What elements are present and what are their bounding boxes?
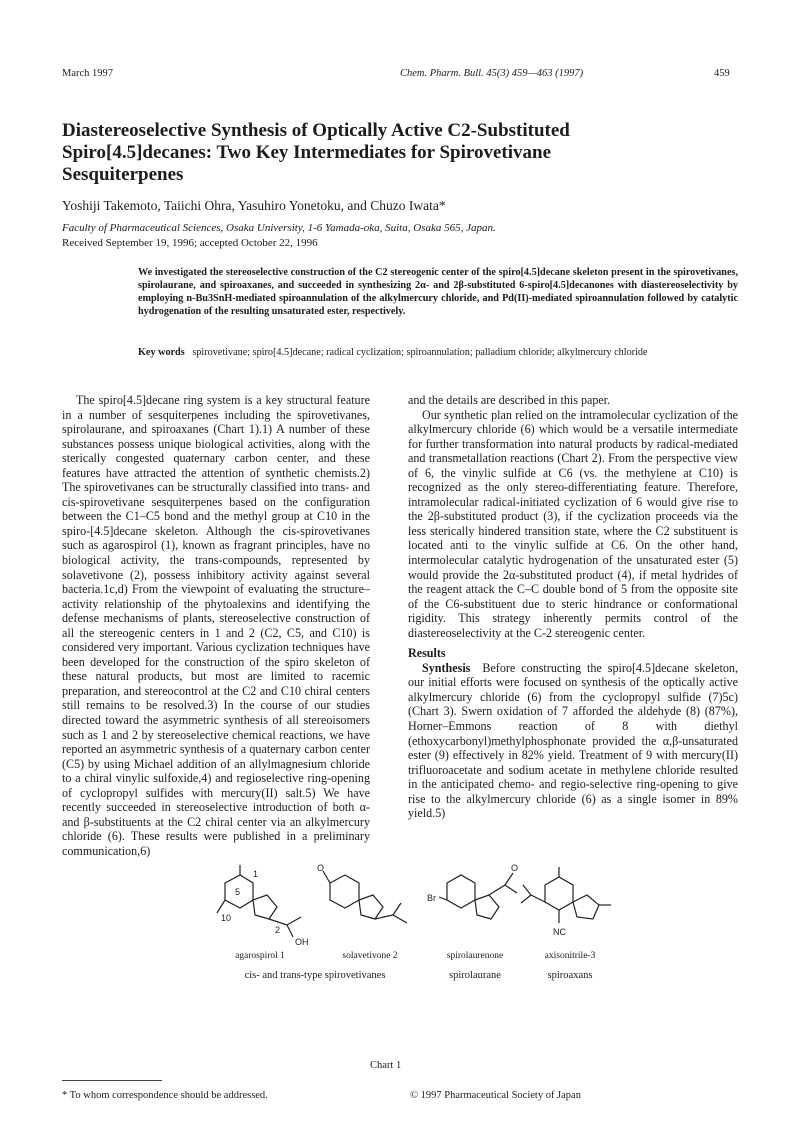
group-label: spiroaxans [547,970,593,981]
chart-caption: Chart 1 [370,1060,402,1071]
header-date: March 1997 [62,68,114,79]
synthesis-paragraph [408,661,738,821]
spirolaurenone-structure [439,873,517,919]
received-dates: Received September 19, 1996; accepted October 22, 1996 [62,237,318,249]
atom-label: 10 [221,913,232,923]
keywords-label: Key words [138,347,185,358]
synthesis-label: Synthesis [422,660,471,675]
footnote: * To whom correspondence should be addressed. [62,1090,268,1101]
agarospirol-structure [217,865,301,937]
compound-name: spirolaurenone [446,951,504,961]
keywords-text: spirovetivane; spiro[4.5]decane; radical cyclization; spiroannulation; palladium chloride; alkylmercury chloride [192,347,648,358]
solavetivone-structure [323,871,407,923]
synthesis-text: Before constructing the spiro[4.5]decane skeleton, our initial efforts were focused on synthesis of the optically active alkylmercury chloride (6) from the cyclopropyl sulfide (7)5c) (Chart 3). Swern oxidation of 7 afforded the aldehyde (8) (87%), Horner–Emmons reaction of 8 with diethyl (ethoxycarbonyl)methylphosphonate provided the α,β-unsaturated ester (9) effectively in 82% yield. Treatment of 9 with mercury(II) trifluoroacetate and sodium acetate in methylene chloride resulted in the anticipated chemo- and regio-selective ring-opening to give rise to the alkylmercury chloride (6) as a single isomer in 89% yield.5) [408,660,739,821]
group-label-text: cis- and trans-type spirovetivanes [244,970,386,981]
copyright: © 1997 Pharmaceutical Society of Japan [410,1090,581,1101]
compound-name: solavetivone 2 [342,951,398,961]
chart-1 [195,855,615,985]
compound-name: axisonitrile-3 [544,951,596,961]
group-label: spirolaurane [449,970,501,981]
atom-label: 1 [253,869,259,879]
group-label [215,970,415,981]
page-number: 459 [714,68,730,79]
atom-label: 5 [235,887,241,897]
left-column [62,393,370,859]
chemical-structures [195,855,615,950]
affiliation: Faculty of Pharmaceutical Sciences, Osaka University, 1-6 Yamada-oka, Suita, Osaka 565, Japan. [62,222,496,234]
author-list: Yoshiji Takemoto, Taiichi Ohra, Yasuhiro Yonetoku, and Chuzo Iwata* [62,198,446,213]
keywords [138,346,738,359]
results-heading: Results [408,646,446,661]
right-column [408,393,738,821]
atom-label: 2 [275,925,281,935]
atom-label: NC [553,927,566,937]
compound-name: agarospirol 1 [235,951,285,961]
intro-paragraph: The spiro[4.5]decane ring system is a key structural feature in a number of sesquiterpenes including the spirovetivanes, spirolaurane, and spiroaxanes (Chart 1).1) A number of these substances possess unique biological activities, along with the sterically congested quaternary carbon center, and these features have attracted the attention of synthetic chemists.2) The spirovetivanes can be structurally classified into trans- and cis-spirovetivane sesquiterpenes based on the configuration between the C1–C5 bond and the methyl group at C10 in the spiro-[4.5]decane skeleton. Although the cis-spirovetivanes such as agarospirol (1), known as fragrant principles, have no biological activity, the trans-compounds, represented by solavetivone (2), possess inhibitory activity against several bacteria.1c,d) From the viewpoint of evaluating the structure–activity relationship of the phytoalexins and identifying the defense mechanisms of plants, stereoselective construction of all the stereogenic centers in 1 and 2 (C2, C5, and C10) is considered very important. Various cyclization techniques have been developed for the construction of the spiro skeleton of these natural products, but most are limited to racemic preparation, and stereocontrol at the C2 and C10 chiral centers still remains to be resolved.3) In the course of our studies directed toward the asymmetric synthesis of all stereoisomers such as 1 and 2 by stereoselective chemical reactions, we have reported an asymmetric synthesis of a quaternary carbon center (C5) by using Michael addition of an allylmagnesium chloride to a chiral vinylic sulfoxide,4) and regioselective ring-opening of cyclopropyl sulfides with mercury(II) salt.5) We have recently succeeded in stereoselective introduction of both α- and β-substituents at the C2 chiral center via an alkylmercury chloride (6). These results were published in a preliminary communication,6) [62,393,370,858]
continuation-line: and the details are described in this paper. [408,393,611,407]
article-title: Diastereoselective Synthesis of Optically Active C2-Substituted Spiro[4.5]decanes: Two Key Intermediates for Spirovetivane Sesquiterpenes [62,120,570,185]
atom-label: OH [295,937,309,947]
atom-label: O [511,863,519,873]
atom-label: Br [427,893,436,903]
header-journal: Chem. Pharm. Bull. 45(3) 459—463 (1997) [400,68,584,79]
axisonitrile-structure [521,867,611,923]
footnote-rule [62,1080,162,1081]
abstract: We investigated the stereoselective construction of the C2 stereogenic center of the spiro[4.5]decane skeleton present in the spirovetivanes, spirolaurane, and spiroaxanes, and succeeded in synthesizing 2α- and 2β-substituted 6-spiro[4.5]decanones with diastereoselectivity by employing n-Bu3SnH-mediated spiroannulation of the alkylmercury chloride, and Pd(II)-mediated spiroannulation followed by catalytic hydrogenation of the resulting unsaturated ester, respectively. [138,267,738,318]
plan-paragraph: Our synthetic plan relied on the intramolecular cyclization of the alkylmercury chloride (6) which would be a versatile intermediate for further transformation into natural products by radical-mediated and transmetallation reactions (Chart 2). From the perspective view of 6, the vinylic sulfide at C6 (vs. the methylene at C10) is recognized as the only stereo-differentiating feature. Therefore, intramolecular radical-initiated cyclization of 6 would give rise to the 2β-substituted product (3), if the cyclization proceeds via the less sterically hindered transition state, where the C2 substituent is located anti to the vinylic sulfide at C6. On the other hand, intermolecular catalytic hydrogenation of the unsaturated ester (5) would provide the 2α-substituted product (4), if metal hydrides of the reagent attack the C–C double bond of 5 from the opposite site of the C6-substituent due to steric hindrance or conformational rigidity. This strategy inherently permits control of the diastereoselectivity at the C-2 stereogenic center. [408,407,738,640]
atom-label: O [317,863,325,873]
